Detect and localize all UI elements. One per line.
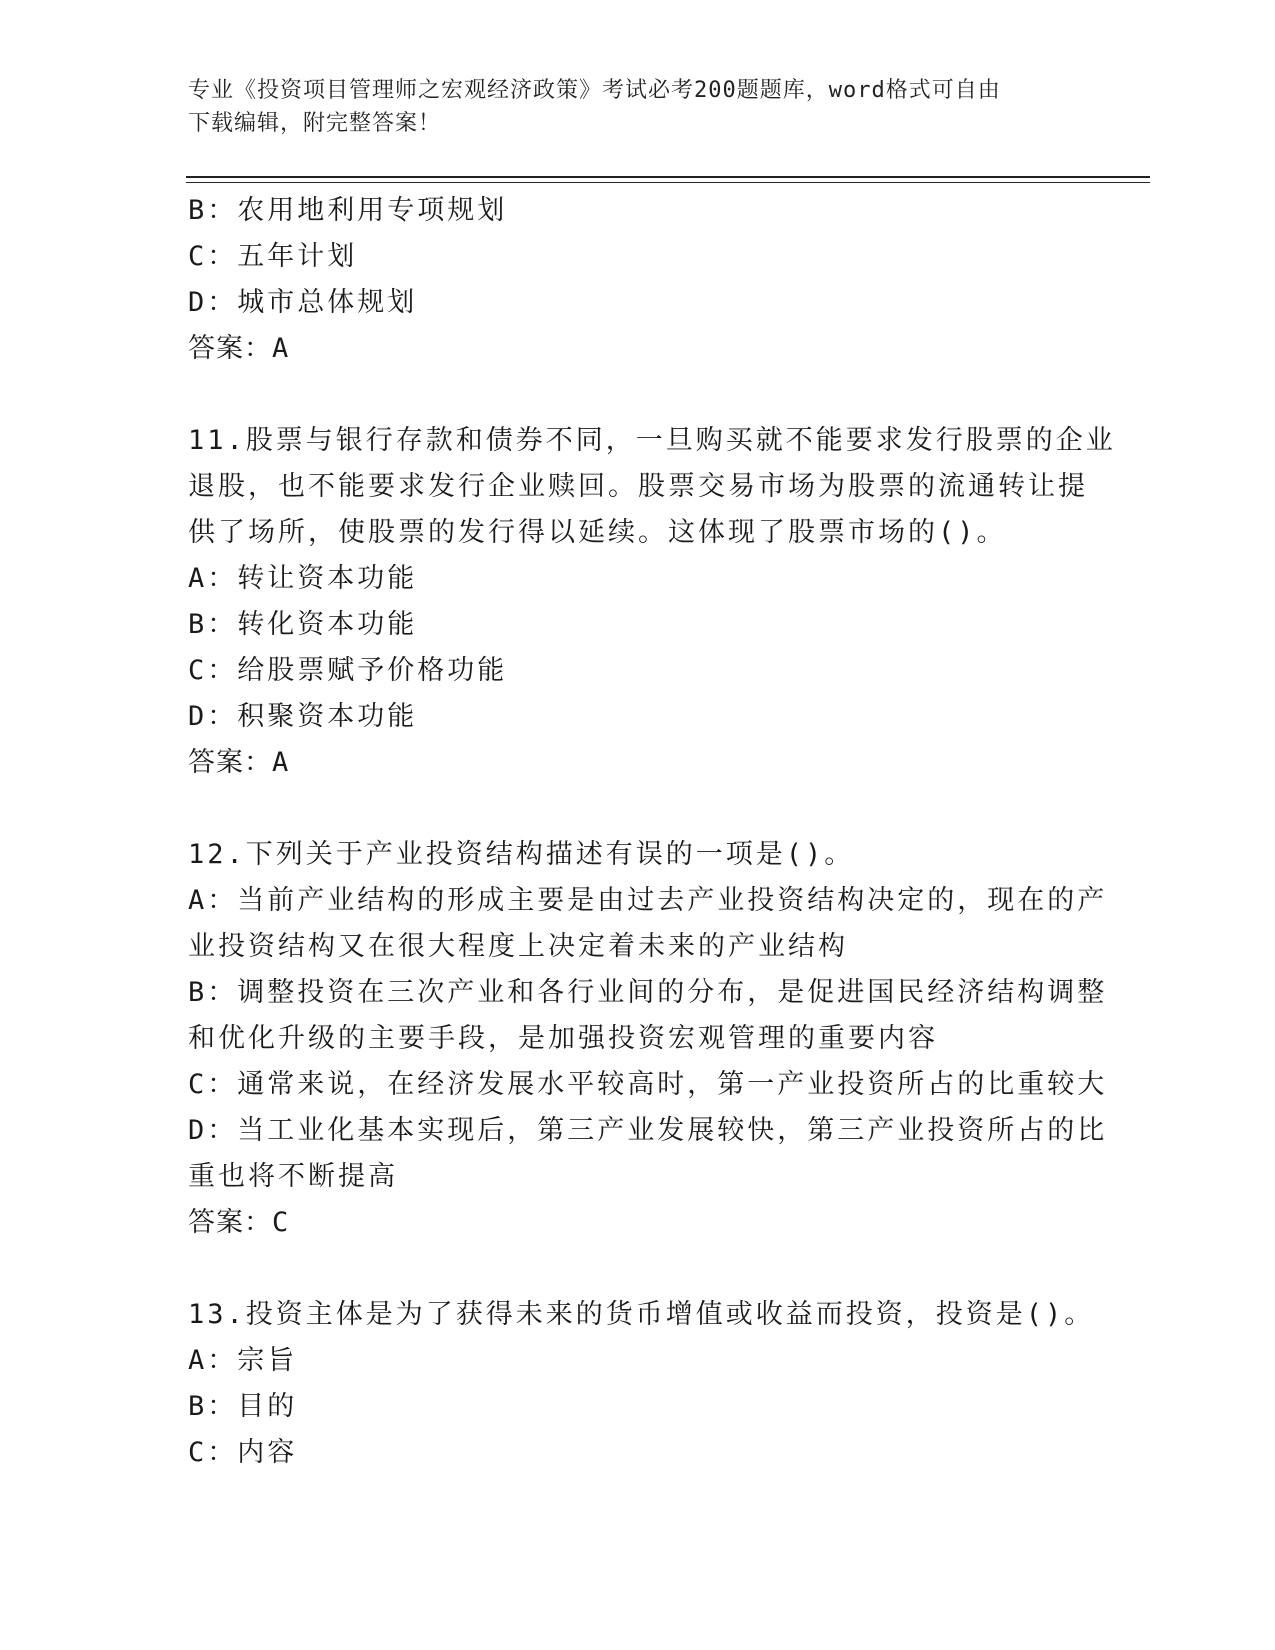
option-line: D：当工业化基本实现后，第三产业发展较快，第三产业投资所占的比 — [188, 1115, 1108, 1146]
question-stem-line: 退股，也不能要求发行企业赎回。股票交易市场为股票的流通转让提 — [188, 471, 1088, 502]
header-rule — [186, 176, 1150, 178]
header-rule-thin — [186, 182, 1150, 183]
option-line: D：积聚资本功能 — [188, 701, 418, 732]
question-block-13 — [188, 1292, 1095, 1476]
option-line: 重也将不断提高 — [188, 1161, 398, 1192]
option-line: B：调整投资在三次产业和各行业间的分布，是促进国民经济结构调整 — [188, 977, 1108, 1008]
option-line: A：转让资本功能 — [188, 563, 418, 594]
option-line: C：给股票赋予价格功能 — [188, 655, 508, 686]
question-block-11 — [188, 418, 1116, 786]
option-line: 业投资结构又在很大程度上决定着未来的产业结构 — [188, 931, 848, 962]
question-block-10-tail — [188, 188, 1088, 372]
option-line: A：宗旨 — [188, 1345, 298, 1376]
question-stem-line: 12.下列关于产业投资结构描述有误的一项是()。 — [188, 839, 855, 870]
question-list — [188, 188, 1116, 1476]
answer-line: 答案：C — [188, 1207, 290, 1238]
question-stem-line: 供了场所，使股票的发行得以延续。这体现了股票市场的()。 — [188, 517, 1007, 548]
question-spacer — [188, 372, 1088, 418]
option-line: C：五年计划 — [188, 241, 358, 272]
question-stem-line: 13.投资主体是为了获得未来的货币增值或收益而投资，投资是()。 — [188, 1299, 1095, 1330]
header-line: 专业《投资项目管理师之宏观经济政策》考试必考200题题库，word格式可自由 — [188, 78, 1001, 103]
option-line: B：目的 — [188, 1391, 298, 1422]
option-line: C：内容 — [188, 1437, 298, 1468]
option-line: C：通常来说，在经济发展水平较高时，第一产业投资所占的比重较大 — [188, 1069, 1108, 1100]
option-line: D：城市总体规划 — [188, 287, 418, 318]
option-line: 和优化升级的主要手段，是加强投资宏观管理的重要内容 — [188, 1023, 938, 1054]
header-line: 下载编辑，附完整答案！ — [188, 111, 442, 136]
question-spacer — [188, 1246, 1088, 1292]
question-stem-line: 11.股票与银行存款和债券不同，一旦购买就不能要求发行股票的企业 — [188, 425, 1116, 456]
question-block-12 — [188, 832, 1108, 1246]
document-header — [188, 74, 1068, 140]
option-line: B：转化资本功能 — [188, 609, 418, 640]
option-line: A：当前产业结构的形成主要是由过去产业投资结构决定的，现在的产 — [188, 885, 1108, 916]
option-line: B：农用地利用专项规划 — [188, 195, 508, 226]
answer-line: 答案：A — [188, 333, 290, 364]
answer-line: 答案：A — [188, 747, 290, 778]
question-spacer — [188, 786, 1088, 832]
